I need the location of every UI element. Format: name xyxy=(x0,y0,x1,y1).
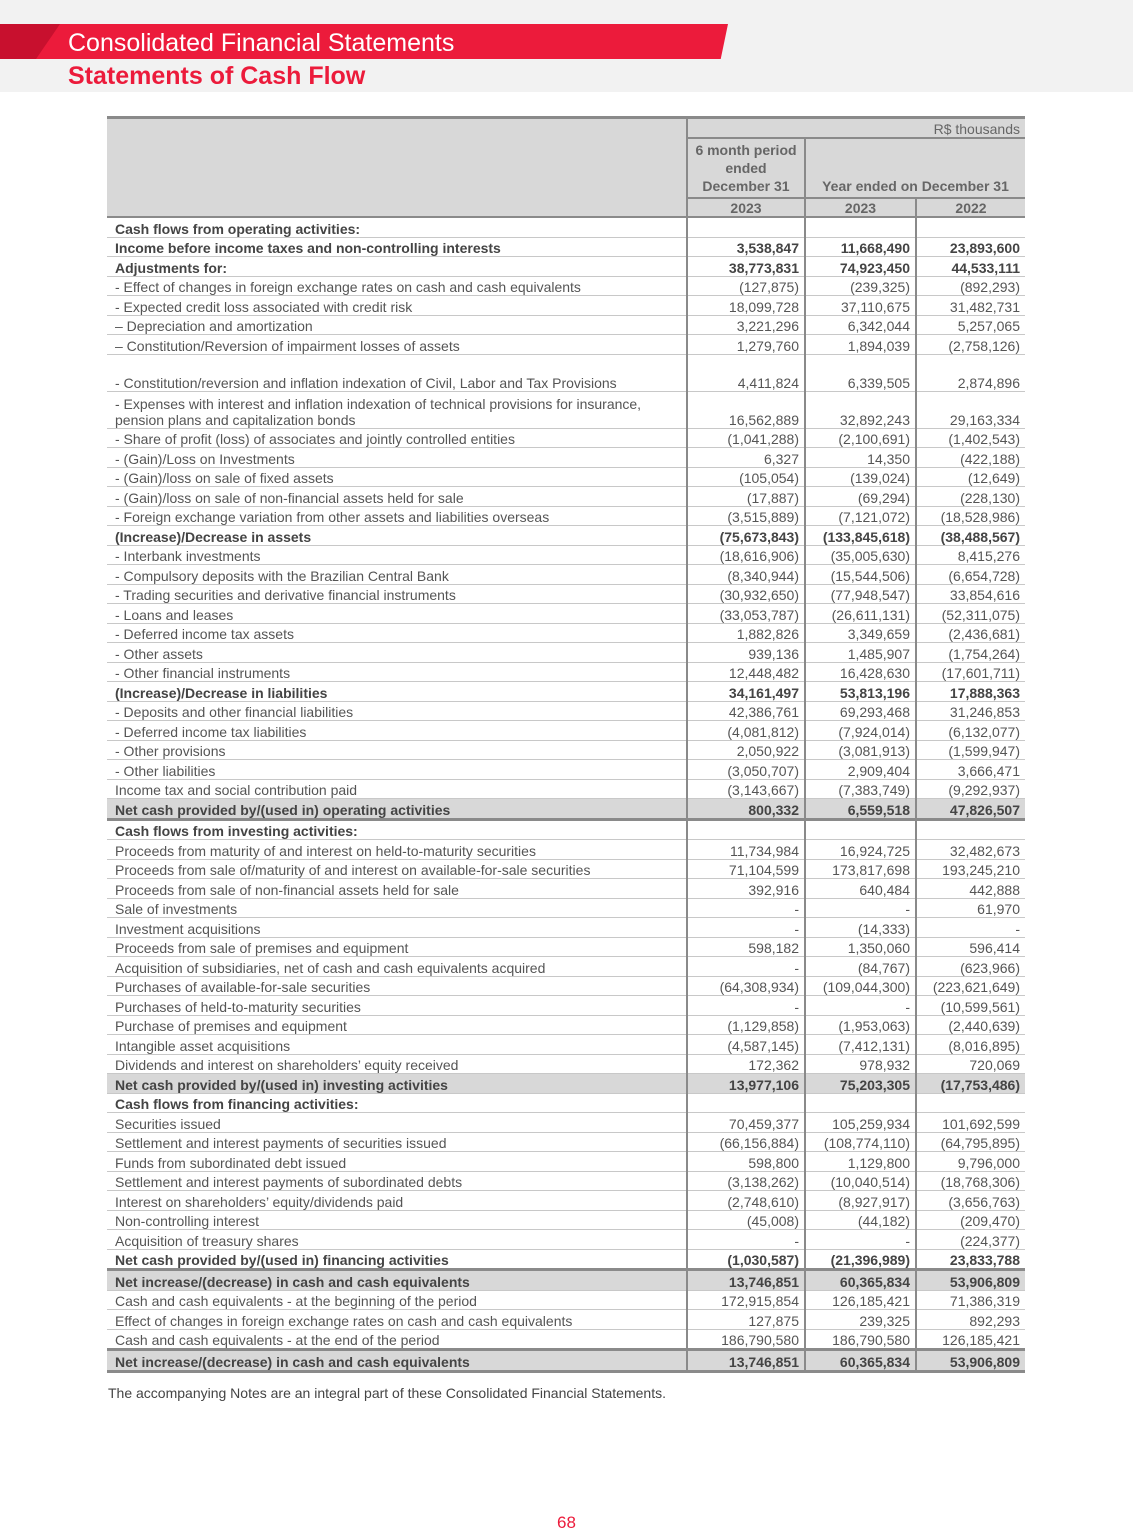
value-6m-2023: - xyxy=(687,898,805,918)
value-6m-2023 xyxy=(687,217,805,237)
table-row xyxy=(107,623,1025,643)
value-year-2022: 47,826,507 xyxy=(916,799,1025,820)
value-year-2023: 53,813,196 xyxy=(805,682,916,702)
value-year-2022: 33,854,616 xyxy=(916,584,1025,604)
table-row xyxy=(107,428,1025,448)
value-year-2023: - xyxy=(805,1230,916,1250)
value-6m-2023: (18,616,906) xyxy=(687,545,805,565)
table-row xyxy=(107,957,1025,977)
value-year-2022: (224,377) xyxy=(916,1230,1025,1250)
value-6m-2023: 4,411,824 xyxy=(687,354,805,391)
value-6m-2023: 1,279,760 xyxy=(687,335,805,355)
value-year-2022: (12,649) xyxy=(916,467,1025,487)
row-label: Adjustments for: xyxy=(107,257,687,277)
row-label: Settlement and interest payments of subordinated debts xyxy=(107,1171,687,1191)
table-row xyxy=(107,1113,1025,1133)
value-year-2022: 53,906,809 xyxy=(916,1350,1025,1372)
table-row xyxy=(107,779,1025,799)
row-label: - Deposits and other financial liabilities xyxy=(107,701,687,721)
table-row xyxy=(107,545,1025,565)
value-year-2023: (2,100,691) xyxy=(805,428,916,448)
value-6m-2023: 172,915,854 xyxy=(687,1290,805,1310)
value-6m-2023: 70,459,377 xyxy=(687,1113,805,1133)
row-label: – Depreciation and amortization xyxy=(107,315,687,335)
table-row xyxy=(107,1249,1025,1270)
value-year-2022: (1,754,264) xyxy=(916,643,1025,663)
value-6m-2023: 800,332 xyxy=(687,799,805,820)
table-row xyxy=(107,740,1025,760)
value-year-2023: (84,767) xyxy=(805,957,916,977)
value-year-2022: (1,402,543) xyxy=(916,428,1025,448)
value-6m-2023: 13,746,851 xyxy=(687,1350,805,1372)
table-row xyxy=(107,487,1025,507)
row-label: - Expenses with interest and inflation indexation of technical provisions for insurance, pension plans and capitalization bonds xyxy=(107,391,687,428)
value-year-2022: 9,796,000 xyxy=(916,1152,1025,1172)
value-6m-2023: (75,673,843) xyxy=(687,526,805,546)
table-row xyxy=(107,1093,1025,1113)
value-6m-2023: 598,182 xyxy=(687,937,805,957)
value-6m-2023: 12,448,482 xyxy=(687,662,805,682)
col1-header: 6 month period ended December 31 xyxy=(687,138,805,198)
value-year-2023: 60,365,834 xyxy=(805,1350,916,1372)
table-row xyxy=(107,898,1025,918)
value-6m-2023: 172,362 xyxy=(687,1054,805,1074)
value-year-2023: 6,339,505 xyxy=(805,354,916,391)
year-header-1: 2023 xyxy=(687,198,805,217)
value-6m-2023: 2,050,922 xyxy=(687,740,805,760)
table-row xyxy=(107,448,1025,468)
table-row xyxy=(107,604,1025,624)
value-year-2023: 60,365,834 xyxy=(805,1270,916,1291)
row-label: Investment acquisitions xyxy=(107,918,687,938)
value-year-2022: - xyxy=(916,918,1025,938)
value-6m-2023: 6,327 xyxy=(687,448,805,468)
value-year-2023: 16,428,630 xyxy=(805,662,916,682)
value-6m-2023: (2,748,610) xyxy=(687,1191,805,1211)
table-row xyxy=(107,276,1025,296)
value-year-2022: (17,753,486) xyxy=(916,1074,1025,1094)
row-label: Funds from subordinated debt issued xyxy=(107,1152,687,1172)
value-year-2023: 1,350,060 xyxy=(805,937,916,957)
value-6m-2023: 34,161,497 xyxy=(687,682,805,702)
row-label: - Deferred income tax assets xyxy=(107,623,687,643)
page-number: 68 xyxy=(557,1513,576,1532)
value-year-2022: (209,470) xyxy=(916,1210,1025,1230)
col23-header: Year ended on December 31 xyxy=(805,138,1025,198)
row-label: Interest on shareholders’ equity/dividends paid xyxy=(107,1191,687,1211)
value-year-2023: (26,611,131) xyxy=(805,604,916,624)
value-year-2022: 596,414 xyxy=(916,937,1025,957)
cash-flow-rows xyxy=(107,217,1025,1371)
value-6m-2023: (8,340,944) xyxy=(687,565,805,585)
year-header-2: 2023 xyxy=(805,198,916,217)
value-year-2023: (139,024) xyxy=(805,467,916,487)
value-year-2023: (44,182) xyxy=(805,1210,916,1230)
value-year-2023: 6,342,044 xyxy=(805,315,916,335)
value-year-2022 xyxy=(916,819,1025,840)
value-year-2022: 126,185,421 xyxy=(916,1329,1025,1350)
table-row xyxy=(107,643,1025,663)
table-row xyxy=(107,1171,1025,1191)
value-year-2023: (1,953,063) xyxy=(805,1015,916,1035)
value-year-2023: 75,203,305 xyxy=(805,1074,916,1094)
value-year-2023: (3,081,913) xyxy=(805,740,916,760)
value-6m-2023: 11,734,984 xyxy=(687,840,805,860)
value-year-2023: 3,349,659 xyxy=(805,623,916,643)
value-year-2023: (7,924,014) xyxy=(805,721,916,741)
table-row xyxy=(107,1350,1025,1372)
value-year-2023: 14,350 xyxy=(805,448,916,468)
value-year-2023: (69,294) xyxy=(805,487,916,507)
row-label: - Compulsory deposits with the Brazilian Central Bank xyxy=(107,565,687,585)
value-year-2022: (1,599,947) xyxy=(916,740,1025,760)
value-6m-2023: (3,143,667) xyxy=(687,779,805,799)
value-year-2022: 53,906,809 xyxy=(916,1270,1025,1291)
value-year-2023: (10,040,514) xyxy=(805,1171,916,1191)
row-label: Securities issued xyxy=(107,1113,687,1133)
value-year-2023: (15,544,506) xyxy=(805,565,916,585)
value-year-2022: 32,482,673 xyxy=(916,840,1025,860)
value-6m-2023: 3,538,847 xyxy=(687,237,805,257)
value-6m-2023: 13,977,106 xyxy=(687,1074,805,1094)
value-year-2022: (2,758,126) xyxy=(916,335,1025,355)
row-label: - Other financial instruments xyxy=(107,662,687,682)
row-label: Cash and cash equivalents - at the beginning of the period xyxy=(107,1290,687,1310)
value-year-2022: (2,436,681) xyxy=(916,623,1025,643)
value-6m-2023: (30,932,650) xyxy=(687,584,805,604)
value-6m-2023: (64,308,934) xyxy=(687,976,805,996)
value-year-2023: 16,924,725 xyxy=(805,840,916,860)
value-6m-2023: (105,054) xyxy=(687,467,805,487)
table-row xyxy=(107,584,1025,604)
table-row xyxy=(107,879,1025,899)
value-year-2023: 69,293,468 xyxy=(805,701,916,721)
page-title: Statements of Cash Flow xyxy=(68,62,366,90)
table-row xyxy=(107,354,1025,391)
value-6m-2023: - xyxy=(687,996,805,1016)
row-label: - Effect of changes in foreign exchange rates on cash and cash equivalents xyxy=(107,276,687,296)
value-6m-2023: 939,136 xyxy=(687,643,805,663)
table-row xyxy=(107,937,1025,957)
value-year-2022: 23,893,600 xyxy=(916,237,1025,257)
header-blank-cell xyxy=(107,118,687,218)
row-label: Cash flows from investing activities: xyxy=(107,819,687,840)
value-year-2022: 17,888,363 xyxy=(916,682,1025,702)
value-year-2022: (422,188) xyxy=(916,448,1025,468)
value-year-2022 xyxy=(916,217,1025,237)
value-year-2022: (228,130) xyxy=(916,487,1025,507)
value-6m-2023: (33,053,787) xyxy=(687,604,805,624)
value-year-2023: 1,129,800 xyxy=(805,1152,916,1172)
value-year-2023: (77,948,547) xyxy=(805,584,916,604)
value-6m-2023: - xyxy=(687,957,805,977)
row-label: - Other liabilities xyxy=(107,760,687,780)
unit-label: R$ thousands xyxy=(687,118,1025,139)
value-6m-2023: (45,008) xyxy=(687,1210,805,1230)
value-year-2022: (892,293) xyxy=(916,276,1025,296)
value-year-2022: 3,666,471 xyxy=(916,760,1025,780)
table-row xyxy=(107,1191,1025,1211)
row-label: Cash and cash equivalents - at the end of the period xyxy=(107,1329,687,1350)
value-year-2023: 74,923,450 xyxy=(805,257,916,277)
cash-flow-table xyxy=(107,116,1025,1373)
row-label: - Foreign exchange variation from other assets and liabilities overseas xyxy=(107,506,687,526)
table-row xyxy=(107,1290,1025,1310)
value-year-2022: 101,692,599 xyxy=(916,1113,1025,1133)
row-label: Net cash provided by/(used in) financing activities xyxy=(107,1249,687,1270)
value-year-2023: (7,383,749) xyxy=(805,779,916,799)
value-year-2022: (64,795,895) xyxy=(916,1132,1025,1152)
table-row xyxy=(107,1074,1025,1094)
table-row xyxy=(107,467,1025,487)
value-year-2023: (7,412,131) xyxy=(805,1035,916,1055)
table-row xyxy=(107,1270,1025,1291)
table-row xyxy=(107,859,1025,879)
row-label: Proceeds from maturity of and interest on held-to-maturity securities xyxy=(107,840,687,860)
value-year-2022 xyxy=(916,1093,1025,1113)
value-year-2023 xyxy=(805,1093,916,1113)
value-year-2022: 44,533,111 xyxy=(916,257,1025,277)
row-label: - Other provisions xyxy=(107,740,687,760)
row-label: - Trading securities and derivative financial instruments xyxy=(107,584,687,604)
row-label: - Deferred income tax liabilities xyxy=(107,721,687,741)
value-year-2022: 720,069 xyxy=(916,1054,1025,1074)
value-year-2023: - xyxy=(805,996,916,1016)
value-6m-2023: 127,875 xyxy=(687,1310,805,1330)
row-label: Acquisition of subsidiaries, net of cash and cash equivalents acquired xyxy=(107,957,687,977)
row-label: - Constitution/reversion and inflation indexation of Civil, Labor and Tax Provisions xyxy=(107,354,687,391)
value-6m-2023: (66,156,884) xyxy=(687,1132,805,1152)
value-6m-2023: 71,104,599 xyxy=(687,859,805,879)
value-year-2023: 126,185,421 xyxy=(805,1290,916,1310)
value-year-2023: 239,325 xyxy=(805,1310,916,1330)
value-year-2023 xyxy=(805,819,916,840)
value-year-2022: 442,888 xyxy=(916,879,1025,899)
value-year-2022: 193,245,210 xyxy=(916,859,1025,879)
value-year-2023: (8,927,917) xyxy=(805,1191,916,1211)
row-label: Income tax and social contribution paid xyxy=(107,779,687,799)
value-6m-2023: (3,515,889) xyxy=(687,506,805,526)
value-year-2022: (18,768,306) xyxy=(916,1171,1025,1191)
value-year-2022: 29,163,334 xyxy=(916,391,1025,428)
row-label: Net cash provided by/(used in) operating activities xyxy=(107,799,687,820)
value-6m-2023: 3,221,296 xyxy=(687,315,805,335)
table-row xyxy=(107,996,1025,1016)
row-label: Sale of investments xyxy=(107,898,687,918)
row-label: Purchases of available-for-sale securities xyxy=(107,976,687,996)
row-label: Proceeds from sale of non-financial assets held for sale xyxy=(107,879,687,899)
value-year-2023: 11,668,490 xyxy=(805,237,916,257)
table-row xyxy=(107,1310,1025,1330)
row-label: Non-controlling interest xyxy=(107,1210,687,1230)
table-row xyxy=(107,1152,1025,1172)
table-row xyxy=(107,760,1025,780)
row-label: - Other assets xyxy=(107,643,687,663)
value-6m-2023: (4,081,812) xyxy=(687,721,805,741)
table-row xyxy=(107,799,1025,820)
value-year-2022: 31,246,853 xyxy=(916,701,1025,721)
table-row xyxy=(107,1035,1025,1055)
row-label: - Share of profit (loss) of associates and jointly controlled entities xyxy=(107,428,687,448)
row-label: - (Gain)/loss on sale of non-financial assets held for sale xyxy=(107,487,687,507)
row-label: (Increase)/Decrease in liabilities xyxy=(107,682,687,702)
value-year-2022: (623,966) xyxy=(916,957,1025,977)
row-label: - (Gain)/Loss on Investments xyxy=(107,448,687,468)
table-row xyxy=(107,526,1025,546)
value-6m-2023 xyxy=(687,819,805,840)
value-year-2022: 31,482,731 xyxy=(916,296,1025,316)
row-label: Cash flows from operating activities: xyxy=(107,217,687,237)
row-label: - Loans and leases xyxy=(107,604,687,624)
value-year-2023: 1,894,039 xyxy=(805,335,916,355)
row-label: - Interbank investments xyxy=(107,545,687,565)
value-6m-2023: (1,129,858) xyxy=(687,1015,805,1035)
value-year-2022: 892,293 xyxy=(916,1310,1025,1330)
table-row xyxy=(107,721,1025,741)
table-row xyxy=(107,662,1025,682)
value-year-2023: (109,044,300) xyxy=(805,976,916,996)
table-row xyxy=(107,506,1025,526)
value-year-2022: (18,528,986) xyxy=(916,506,1025,526)
table-row xyxy=(107,976,1025,996)
table-row xyxy=(107,1210,1025,1230)
row-label: Net cash provided by/(used in) investing activities xyxy=(107,1074,687,1094)
section-title: Consolidated Financial Statements xyxy=(68,29,455,57)
table-row xyxy=(107,296,1025,316)
row-label: Intangible asset acquisitions xyxy=(107,1035,687,1055)
table-row xyxy=(107,237,1025,257)
table-row xyxy=(107,682,1025,702)
value-6m-2023: 13,746,851 xyxy=(687,1270,805,1291)
value-year-2022: (223,621,649) xyxy=(916,976,1025,996)
value-6m-2023: - xyxy=(687,918,805,938)
table-row xyxy=(107,819,1025,840)
row-label: - Expected credit loss associated with credit risk xyxy=(107,296,687,316)
row-label: - (Gain)/loss on sale of fixed assets xyxy=(107,467,687,487)
value-year-2023: 186,790,580 xyxy=(805,1329,916,1350)
value-year-2023: 105,259,934 xyxy=(805,1113,916,1133)
value-year-2022: 23,833,788 xyxy=(916,1249,1025,1270)
row-label: Effect of changes in foreign exchange rates on cash and cash equivalents xyxy=(107,1310,687,1330)
table-row xyxy=(107,1230,1025,1250)
value-year-2023 xyxy=(805,217,916,237)
row-label: – Constitution/Reversion of impairment losses of assets xyxy=(107,335,687,355)
value-6m-2023: 392,916 xyxy=(687,879,805,899)
value-year-2023: 1,485,907 xyxy=(805,643,916,663)
value-6m-2023: - xyxy=(687,1230,805,1250)
value-year-2023: 640,484 xyxy=(805,879,916,899)
value-year-2022: (2,440,639) xyxy=(916,1015,1025,1035)
table-row xyxy=(107,257,1025,277)
value-year-2022: (10,599,561) xyxy=(916,996,1025,1016)
footnote: The accompanying Notes are an integral part of these Consolidated Financial Statements. xyxy=(108,1385,666,1401)
value-year-2022: (8,016,895) xyxy=(916,1035,1025,1055)
table-row xyxy=(107,335,1025,355)
value-6m-2023: (17,887) xyxy=(687,487,805,507)
table-row xyxy=(107,918,1025,938)
value-6m-2023 xyxy=(687,1093,805,1113)
value-6m-2023: 1,882,826 xyxy=(687,623,805,643)
value-year-2022: 2,874,896 xyxy=(916,354,1025,391)
row-label: Dividends and interest on shareholders’ equity received xyxy=(107,1054,687,1074)
table-row xyxy=(107,1054,1025,1074)
value-year-2023: (7,121,072) xyxy=(805,506,916,526)
value-6m-2023: 598,800 xyxy=(687,1152,805,1172)
value-6m-2023: (127,875) xyxy=(687,276,805,296)
value-6m-2023: 16,562,889 xyxy=(687,391,805,428)
value-6m-2023: (1,041,288) xyxy=(687,428,805,448)
value-year-2022: (17,601,711) xyxy=(916,662,1025,682)
value-year-2023: (35,005,630) xyxy=(805,545,916,565)
value-6m-2023: (3,050,707) xyxy=(687,760,805,780)
value-year-2022: 8,415,276 xyxy=(916,545,1025,565)
value-year-2022: (3,656,763) xyxy=(916,1191,1025,1211)
value-year-2023: (14,333) xyxy=(805,918,916,938)
row-label: Cash flows from financing activities: xyxy=(107,1093,687,1113)
value-6m-2023: (1,030,587) xyxy=(687,1249,805,1270)
row-label: (Increase)/Decrease in assets xyxy=(107,526,687,546)
value-year-2022: (6,654,728) xyxy=(916,565,1025,585)
value-year-2023: 32,892,243 xyxy=(805,391,916,428)
table-row xyxy=(107,391,1025,428)
row-label: Purchase of premises and equipment xyxy=(107,1015,687,1035)
value-6m-2023: 186,790,580 xyxy=(687,1329,805,1350)
row-label: Purchases of held-to-maturity securities xyxy=(107,996,687,1016)
value-year-2022: (38,488,567) xyxy=(916,526,1025,546)
value-year-2023: - xyxy=(805,898,916,918)
value-year-2022: (6,132,077) xyxy=(916,721,1025,741)
table-row xyxy=(107,565,1025,585)
table-row xyxy=(107,1132,1025,1152)
value-6m-2023: 38,773,831 xyxy=(687,257,805,277)
row-label: Net increase/(decrease) in cash and cash equivalents xyxy=(107,1350,687,1372)
value-year-2023: 37,110,675 xyxy=(805,296,916,316)
value-6m-2023: 18,099,728 xyxy=(687,296,805,316)
row-label: Income before income taxes and non-controlling interests xyxy=(107,237,687,257)
year-header-3: 2022 xyxy=(916,198,1025,217)
table-row xyxy=(107,1015,1025,1035)
value-year-2023: (108,774,110) xyxy=(805,1132,916,1152)
row-label: Proceeds from sale of premises and equipment xyxy=(107,937,687,957)
value-year-2023: (133,845,618) xyxy=(805,526,916,546)
row-label: Settlement and interest payments of securities issued xyxy=(107,1132,687,1152)
value-year-2023: (21,396,989) xyxy=(805,1249,916,1270)
value-year-2023: 2,909,404 xyxy=(805,760,916,780)
value-6m-2023: (4,587,145) xyxy=(687,1035,805,1055)
table-row xyxy=(107,1329,1025,1350)
value-year-2022: (9,292,937) xyxy=(916,779,1025,799)
value-year-2022: (52,311,075) xyxy=(916,604,1025,624)
value-6m-2023: 42,386,761 xyxy=(687,701,805,721)
value-year-2022: 5,257,065 xyxy=(916,315,1025,335)
table-row xyxy=(107,315,1025,335)
row-label: Net increase/(decrease) in cash and cash equivalents xyxy=(107,1270,687,1291)
value-year-2023: (239,325) xyxy=(805,276,916,296)
table-row xyxy=(107,217,1025,237)
value-year-2023: 6,559,518 xyxy=(805,799,916,820)
row-label: Acquisition of treasury shares xyxy=(107,1230,687,1250)
value-6m-2023: (3,138,262) xyxy=(687,1171,805,1191)
table-row xyxy=(107,840,1025,860)
value-year-2023: 173,817,698 xyxy=(805,859,916,879)
row-label: Proceeds from sale of/maturity of and interest on available-for-sale securities xyxy=(107,859,687,879)
value-year-2022: 71,386,319 xyxy=(916,1290,1025,1310)
value-year-2023: 978,932 xyxy=(805,1054,916,1074)
table-row xyxy=(107,701,1025,721)
value-year-2022: 61,970 xyxy=(916,898,1025,918)
